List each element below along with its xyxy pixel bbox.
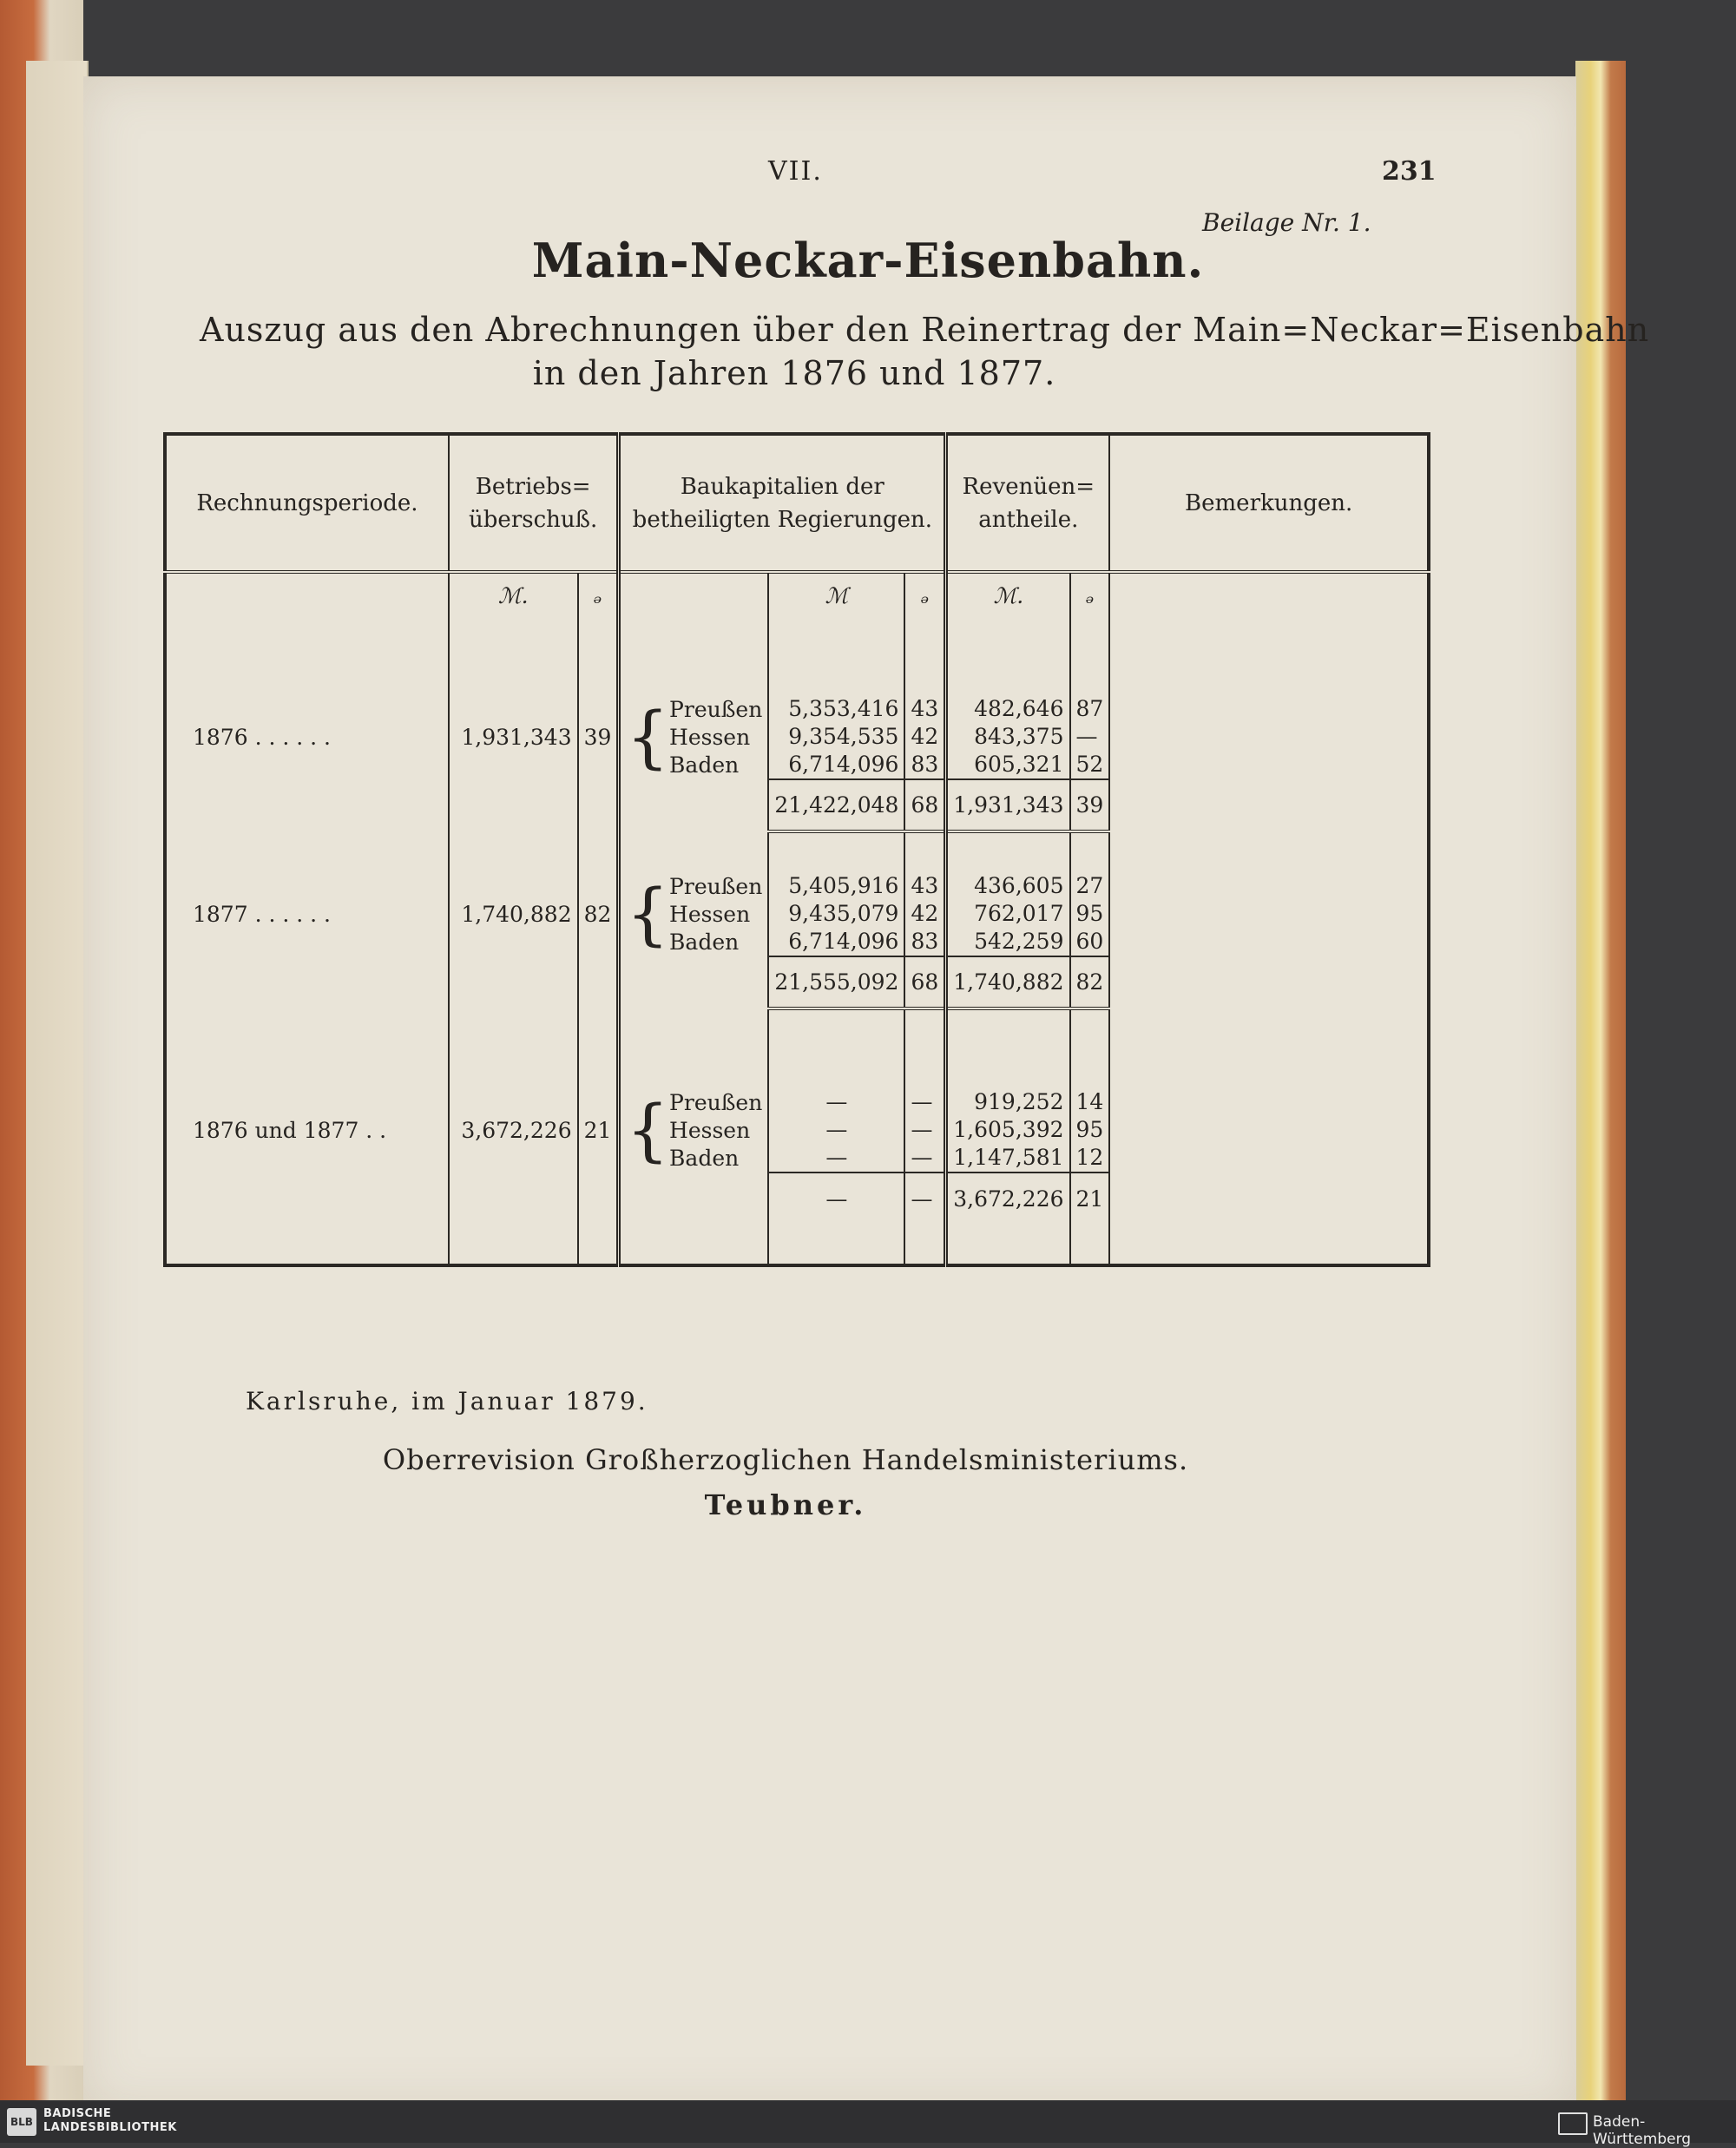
sum-rev-mark: 3,672,226	[946, 1173, 1070, 1225]
bau-pf: 43 42 83	[904, 695, 945, 779]
header-betrieb: Betriebs= überschuß.	[449, 434, 619, 572]
bw-wordmark: Baden-Württemberg	[1593, 2113, 1692, 2148]
signature-name: Teubner.	[704, 1488, 867, 1521]
document-title: Main-Neckar-Eisenbahn.	[531, 233, 1205, 288]
rev-mark: 482,646 843,375 605,321	[946, 695, 1070, 779]
sum-row	[165, 779, 1429, 831]
document-subtitle-line1: Auszug aus den Abrechnungen über den Reinertrag der Main=Neckar=Eisenbahn	[200, 311, 1650, 349]
unit-row	[165, 572, 1429, 617]
betrieb-mark: 1,740,882	[449, 872, 578, 956]
sum-bau-pf: 68	[904, 779, 945, 831]
supplement-label: Beilage Nr. 1.	[1202, 208, 1371, 237]
rev-mark: 436,605 762,017 542,259	[946, 872, 1070, 956]
table-row	[165, 695, 1429, 779]
rev-mark: 919,252 1,605,392 1,147,581	[946, 1088, 1070, 1173]
state-list: Preußen Hessen Baden	[669, 696, 763, 778]
table-row	[165, 872, 1429, 956]
blb-wordmark: BADISCHE LANDESBIBLIOTHEK	[43, 2107, 177, 2134]
place-date: Karlsruhe, im Januar 1879.	[246, 1387, 648, 1416]
header-baukapital: Baukapitalien der betheiligten Regierungen.	[619, 434, 946, 572]
sum-rev-pf: 82	[1070, 956, 1110, 1008]
table-row	[165, 1088, 1429, 1173]
betrieb-mark: 1,931,343	[449, 695, 578, 779]
sum-bau-mark: 21,555,092	[768, 956, 904, 1008]
bau-mark: — — —	[768, 1088, 904, 1173]
period-label: 1876 . . . . . .	[193, 724, 331, 750]
sum-rev-mark: 1,740,882	[946, 956, 1070, 1008]
document-subtitle-line2: in den Jahren 1876 und 1877.	[532, 354, 1056, 392]
viewer-footer	[0, 2100, 1736, 2148]
sum-row	[165, 956, 1429, 1008]
bau-pf: 43 42 83	[904, 872, 945, 956]
bau-pf: — — —	[904, 1088, 945, 1173]
unit-pf: ₔ	[1070, 572, 1110, 617]
betrieb-pf: 39	[578, 695, 619, 779]
blb-logo-icon[interactable]: BLB	[7, 2108, 36, 2136]
state-list: Preußen Hessen Baden	[669, 873, 763, 955]
brace-icon: {	[619, 1088, 669, 1173]
unit-mark: ℳ.	[449, 572, 578, 617]
revenue-table	[163, 432, 1430, 1267]
page-number: 231	[1382, 156, 1437, 187]
betrieb-mark: 3,672,226	[449, 1088, 578, 1173]
bau-mark: 5,353,416 9,354,535 6,714,096	[768, 695, 904, 779]
unit-pf: ₔ	[578, 572, 619, 617]
sum-bau-mark: 21,422,048	[768, 779, 904, 831]
header-revenue: Revenüen= antheile.	[946, 434, 1110, 572]
header-period: Rechnungsperiode.	[165, 434, 449, 572]
rev-pf: 14 95 12	[1070, 1088, 1110, 1173]
unit-pf: ₔ	[904, 572, 945, 617]
sum-bau-pf: —	[904, 1173, 945, 1225]
sum-rev-pf: 39	[1070, 779, 1110, 831]
period-label: 1876 und 1877 . .	[193, 1117, 387, 1143]
header-remarks: Bemerkungen.	[1109, 434, 1429, 572]
bau-mark: 5,405,916 9,435,079 6,714,096	[768, 872, 904, 956]
sum-rev-mark: 1,931,343	[946, 779, 1070, 831]
sum-bau-pf: 68	[904, 956, 945, 1008]
unit-mark: ℳ	[768, 572, 904, 617]
state-list: Preußen Hessen Baden	[669, 1089, 763, 1171]
period-label: 1877 . . . . . .	[193, 901, 331, 927]
rev-pf: 87 — 52	[1070, 695, 1110, 779]
table-header-row	[165, 434, 1429, 572]
brace-icon: {	[619, 695, 669, 779]
sum-bau-mark: —	[768, 1173, 904, 1225]
betrieb-pf: 82	[578, 872, 619, 956]
unit-mark: ℳ.	[946, 572, 1070, 617]
sum-row	[165, 1173, 1429, 1225]
bw-coat-of-arms-icon[interactable]	[1558, 2112, 1588, 2135]
section-number: VII.	[768, 156, 823, 187]
issuing-office: Oberrevision Großherzoglichen Handelsministeriums.	[382, 1443, 1189, 1476]
sum-rev-pf: 21	[1070, 1173, 1110, 1225]
rev-pf: 27 95 60	[1070, 872, 1110, 956]
betrieb-pf: 21	[578, 1088, 619, 1173]
brace-icon: {	[619, 872, 669, 956]
